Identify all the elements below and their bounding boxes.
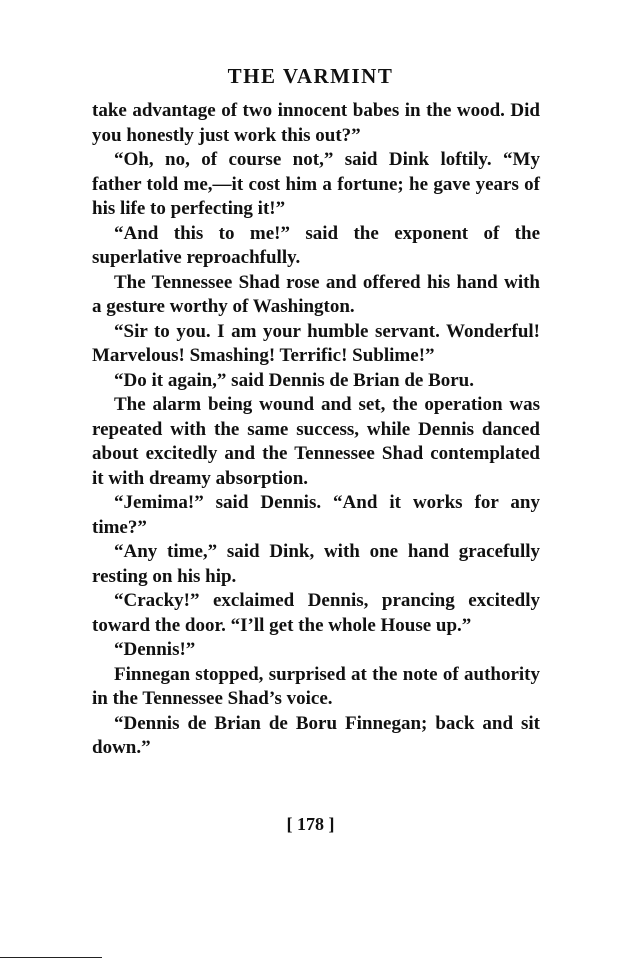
paragraph: The Tennessee Shad rose and offered his hand with a gesture worthy of Washington.: [92, 271, 540, 317]
page-number: [ 178 ]: [286, 814, 335, 834]
paragraph: “Any time,” said Dink, with one hand gracefully resting on his hip.: [92, 541, 540, 587]
paragraph: “Cracky!” exclaimed Dennis, prancing excitedly toward the door. “I’ll get the whole House up.”: [92, 590, 540, 636]
paragraph: “And this to me!” said the exponent of the superlative reproachfully.: [92, 222, 540, 268]
running-head: THE VARMINT: [227, 64, 394, 88]
scan-edge-line: [0, 957, 102, 958]
paragraph: The alarm being wound and set, the operation was repeated with the same success, while Dennis danced about excitedly and the Tennessee Shad contemplated it with dreamy absorption.: [92, 394, 540, 489]
paragraph: “Jemima!” said Dennis. “And it works for any time?”: [92, 492, 540, 538]
paragraph: “Dennis!”: [114, 639, 196, 660]
paragraph: Finnegan stopped, surprised at the note of authority in the Tennessee Shad’s voice.: [92, 663, 540, 709]
body-text: [92, 99, 540, 761]
paragraph-continuation: take advantage of two innocent babes in the wood. Did you honestly just work this out?”: [92, 100, 540, 146]
paragraph: “Do it again,” said Dennis de Brian de Boru.: [114, 369, 474, 391]
paragraph: “Dennis de Brian de Boru Finnegan; back and sit down.”: [92, 712, 540, 758]
paragraph: “Oh, no, of course not,” said Dink loftily. “My father told me,—it cost him a fortune; he gave years of his life to perfecting it!”: [92, 149, 540, 219]
paragraph: “Sir to you. I am your humble servant. Wonderful! Marvelous! Smashing! Terrific! Sublime!”: [92, 320, 540, 366]
